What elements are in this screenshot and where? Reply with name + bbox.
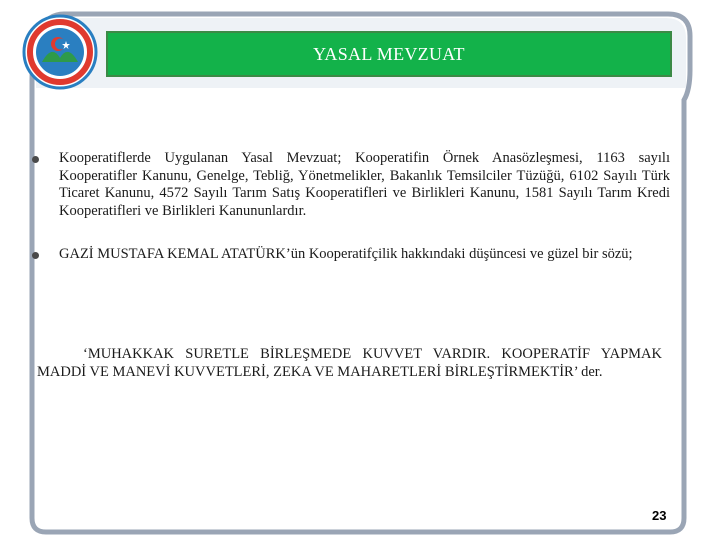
slide-title [106, 31, 672, 77]
bullet-item [30, 246, 670, 264]
bullet-icon [32, 252, 39, 259]
bullet-text: GAZİ MUSTAFA KEMAL ATATÜRK’ün Kooperatifçilik hakkındaki düşüncesi ve güzel bir sözü; [59, 246, 633, 262]
page-number: 23 [652, 508, 667, 523]
bullet-item [30, 150, 670, 220]
slide-title-text: YASAL MEVZUAT [313, 43, 465, 64]
bullet-text: Kooperatiflerde Uygulanan Yasal Mevzuat; Kooperatifin Örnek Anasözleşmesi, 1163 sayılı Kooperatifler Kanunu, Genelge, Tebliğ, Yönetmelikler, Bakanlık Temsilciler Tüzüğü, 6102 Sayılı Türk Ticaret Kanunu, 4572 Sayılı Tarım Satış Kooperatifleri ve Birlikleri Kanunu, 1581 Sayılı Tarım Kredi Kooperatifleri ve Birlikleri Kanununlardır. [59, 150, 670, 219]
bullet-list [30, 150, 670, 286]
cooperative-emblem-logo [22, 14, 98, 90]
ataturk-quote: ‘MUHAKKAK SURETLE BİRLEŞMEDE KUVVET VARDIR. KOOPERATİF YAPMAK MADDİ VE MANEVİ KUVVETLERİ, ZEKA VE MAHARETLERİ BİRLEŞTİRMEKTİR’ der. [37, 346, 662, 380]
bullet-icon [32, 156, 39, 163]
